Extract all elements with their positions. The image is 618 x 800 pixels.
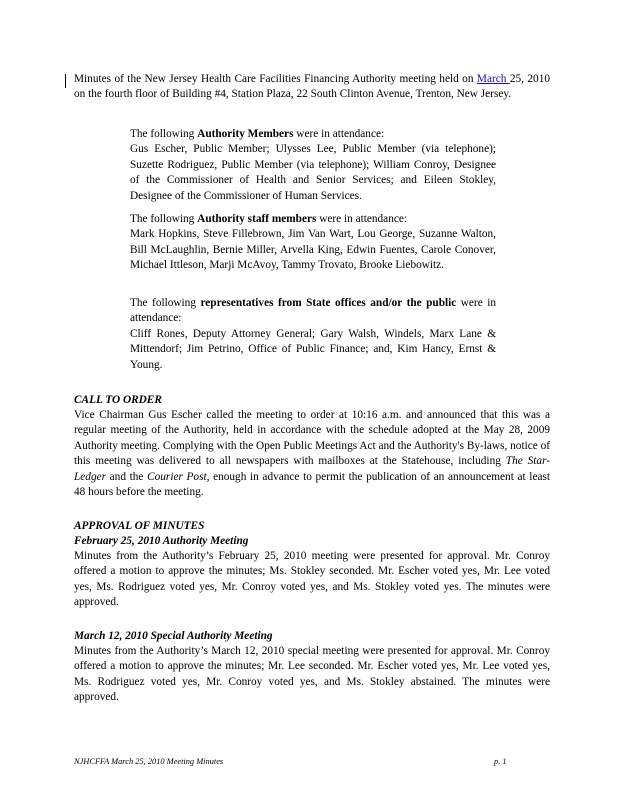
- reps-lead: The following: [130, 297, 201, 309]
- staff-tail: were in attendance:: [316, 213, 408, 225]
- members-names: Gus Escher, Public Member; Ulysses Lee, Public Member (via telephone); Suzette Rodriguez, Public Member (via telephone); William Conroy, Designee of the Commissioner of Health and Senior Services; and Eileen Stokley, Designee of the Commissioner of Human Services.: [130, 143, 496, 202]
- page-number: p. 1: [494, 757, 507, 766]
- cto-mid: and the: [106, 470, 148, 483]
- representatives-attendance: [130, 296, 496, 373]
- feb-minutes-body: Minutes from the Authority’s February 25, 2010 meeting were presented for approval. Mr. Conroy offered a motion to approve the minutes; Ms. Stokley seconded. Mr. Escher voted yes, Mr. Lee voted yes, Ms. Rodriguez voted yes, Mr. Conroy voted yes, and Ms. Stokley voted yes. The minutes were approved.: [74, 550, 550, 609]
- staff-attendance: [130, 212, 496, 274]
- newspaper-courier-post: Courier Post,: [147, 470, 210, 483]
- members-tail: were in attendance:: [293, 128, 385, 140]
- march-link[interactable]: March: [476, 73, 510, 85]
- call-to-order-heading: CALL TO ORDER: [74, 394, 162, 406]
- feb-subheading: February 25, 2010 Authority Meeting: [74, 535, 249, 547]
- mar-subheading: March 12, 2010 Special Authority Meeting: [74, 630, 273, 642]
- members-lead: The following: [130, 128, 198, 140]
- change-bar: [65, 74, 66, 88]
- footer-title: NJHCFFA March 25, 2010 Meeting Minutes: [74, 757, 224, 766]
- reps-tail: were in attendance:: [130, 297, 496, 325]
- call-to-order-body: [74, 408, 550, 500]
- staff-lead: The following: [130, 213, 198, 225]
- members-attendance: [130, 127, 496, 204]
- reps-label: representatives from State offices and/or the public: [200, 297, 457, 309]
- intro-text: Minutes of the New Jersey Health Care Facilities Financing Authority meeting held on: [74, 73, 477, 85]
- approval-heading: APPROVAL OF MINUTES: [74, 520, 205, 532]
- members-label: Authority Members: [197, 128, 294, 140]
- intro-text-end: 25, 2010 on the fourth floor of Building #4, Station Plaza, 22 South Clinton Avenue, Trenton, New Jersey.: [74, 73, 550, 101]
- reps-names: Cliff Rones, Deputy Attorney General; Gary Walsh, Windels, Marx Lane & Mittendorf; Jim Petrino, Office of Public Finance; and, Kim Hancy, Ernst & Young.: [130, 327, 496, 371]
- cto-end: enough in advance to permit the publication of an announcement at least 48 hours before the meeting.: [74, 470, 551, 499]
- staff-names: Mark Hopkins, Steve Fillebrown, Jim Van Wart, Lou George, Suzanne Walton, Bill McLaughlin, Bernie Miller, Arvella King, Edwin Fuentes, Carole Conover, Michael Ittleson, Marji McAvoy, Tammy Trovato, Brooke Liebowitz.: [130, 228, 496, 272]
- mar-minutes-body: Minutes from the Authority’s March 12, 2010 special meeting were presented for approval. Mr. Conroy offered a motion to approve the minutes; Mr. Lee seconded. Mr. Escher voted yes, Mr. Lee voted yes, Ms. Rodriguez voted yes, Mr. Conroy voted yes, and Ms. Stokley abstained. The minutes were approved.: [74, 645, 550, 704]
- intro-paragraph: [74, 72, 550, 103]
- newspaper-star-ledger: The Star-Ledger: [74, 455, 550, 483]
- cto-text: Vice Chairman Gus Escher called the meeting to order at 10:16 a.m. and announced that this was a regular meeting of the Authority, held in accordance with the schedule adopted at the May 28, 2009 Authority meeting. Complying with the Open Public Meetings Act and the Authority's By-laws, notice of this meeting was delivered to all newspapers with mailboxes at the Statehouse, including: [74, 409, 550, 468]
- staff-label: Authority staff members: [197, 213, 317, 225]
